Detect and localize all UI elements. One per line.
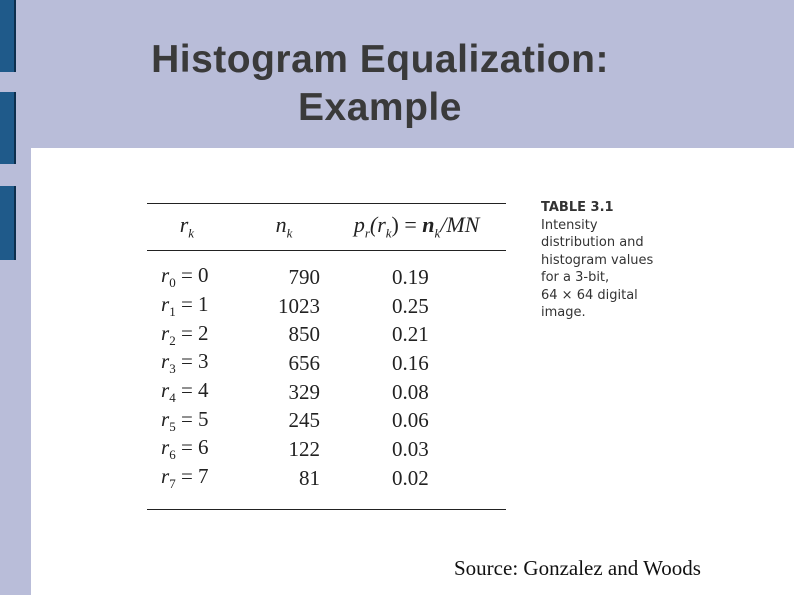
cell-rk: $r_4 = 4$ [161, 378, 209, 406]
table-header-row [147, 204, 506, 251]
cell-nk: 329 [288, 379, 320, 404]
caption-line: Intensity [541, 217, 598, 233]
table-row [147, 464, 506, 493]
cell-prk: 0.06 [392, 408, 429, 433]
table-row [147, 378, 506, 407]
cell-rk: $r_3 = 3$ [161, 349, 209, 377]
accent-bar-middle [0, 92, 16, 164]
cell-prk: 0.25 [392, 293, 429, 318]
accent-bar-top [0, 0, 16, 72]
table-row [147, 263, 506, 292]
caption-line: distribution and [541, 235, 644, 250]
table-row [147, 292, 506, 321]
cell-rk: $r_1 = 1$ [161, 291, 209, 320]
caption-text [541, 217, 681, 322]
cell-prk: 0.02 [392, 465, 429, 490]
caption-line: histogram values [541, 252, 654, 268]
caption-line: image. [541, 305, 586, 320]
cell-nk: 81 [299, 465, 320, 490]
table-row [147, 435, 506, 464]
accent-bar-bottom [0, 186, 16, 260]
source-credit: Source: Gonzalez and Woods [454, 556, 701, 580]
table-row [147, 349, 506, 378]
cell-rk: $r_2 = 2$ [161, 320, 209, 348]
cell-rk: $r_0 = 0$ [161, 263, 209, 291]
header-rk: $r_k$ [179, 212, 195, 241]
table-body [147, 251, 506, 509]
table-caption [541, 199, 681, 322]
cell-nk: 790 [288, 264, 320, 289]
cell-prk: 0.16 [392, 350, 429, 375]
slide-title-line1: Histogram Equalization: [151, 38, 609, 81]
cell-nk: 656 [288, 350, 320, 375]
slide-title [40, 36, 720, 132]
intensity-table [147, 203, 506, 510]
cell-prk: 0.19 [392, 264, 429, 289]
cell-rk: $r_7 = 7$ [161, 464, 209, 492]
header-prk: $p_r(r_k) = n_k/MN$ [353, 212, 480, 241]
cell-nk: 850 [288, 322, 320, 347]
cell-prk: 0.08 [392, 379, 429, 404]
table-row [147, 406, 506, 435]
table-row [147, 320, 506, 349]
caption-line: for a 3-bit, [541, 270, 610, 285]
header-nk: $n_k$ [275, 212, 293, 241]
caption-line: 64 × 64 digital [541, 287, 638, 303]
slide-title-line2: Example [298, 86, 462, 129]
cell-rk: $r_6 = 6$ [161, 435, 209, 463]
cell-rk: $r_5 = 5$ [161, 406, 209, 434]
cell-nk: 1023 [278, 293, 320, 318]
cell-prk: 0.21 [392, 322, 429, 347]
cell-nk: 245 [288, 408, 320, 433]
caption-label: TABLE 3.1 [541, 200, 614, 215]
cell-prk: 0.03 [392, 436, 429, 461]
cell-nk: 122 [288, 436, 320, 461]
